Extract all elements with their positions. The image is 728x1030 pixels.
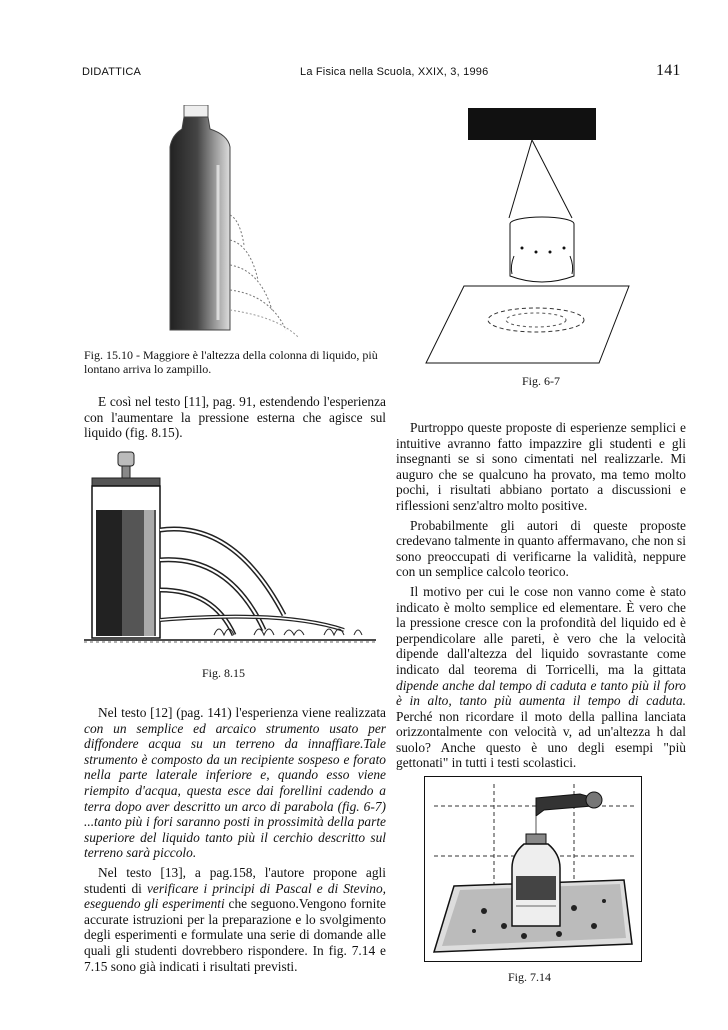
italic-run: con un semplice ed arcaico strumento usato per diffondere acqua su un terreno da innaffiare.Tale strumento è composto da un recipiente sospeso e forato nella parte laterale inferiore e, quando esso viene riempito d'acqua, questa esce dai forellini cadendo a terra dopo aver descritto un arco di parabola (fig. 6-7) ...tanto più i fori saranno posti in prossimità della parte superiore del liquido tanto più il cerchio descritto sul terreno sarà piccolo. [84, 720, 386, 861]
text-run: che seguono.Vengono fornite accurate istruzioni per la preparazione e lo svolgimento degli esperimenti e formulate una serie di domande alle quali gli studenti dovrebbero rispondere. In fig. 7.14 e 7.15 sono già indicati i risultati previsti. [84, 896, 386, 974]
figure-caption-6-7: Fig. 6-7 [522, 374, 561, 388]
paragraph [84, 705, 386, 861]
paragraph: E così nel testo [11], pag. 91, estendendo l'esperienza con l'aumentare la pressione esterna che agisce sul liquido (fig. 8.15). [84, 394, 386, 441]
text-run: Il motivo per cui le cose non vanno come è stato indicato è molto semplice ed elementare. È vero che la pressione cresce con la profondità del liquido ed è perpendicolare alle pareti, è vero che la velocità dipende dall'altezza del liquido sovrastante come indicato dal teorema di Torricelli, ma la gittata [396, 583, 686, 677]
italic-run: verificare i principi di Pascal e di Stevino, eseguendo gli esperimenti [84, 880, 386, 912]
figure-bottle-tray [424, 776, 642, 962]
right-column [396, 420, 686, 771]
figure-pressurised-container [84, 450, 384, 655]
left-column-upper [84, 394, 386, 441]
running-head-journal: La Fisica nella Scuola, XXIX, 3, 1996 [300, 66, 489, 78]
figure-caption-8-15: Fig. 8.15 [202, 666, 246, 680]
paragraph: Purtroppo queste proposte di esperienze semplici e intuitive avranno fatto impazzire gli studenti e gli insegnanti se si sono cimentati nel realizzarle. Mi auguro che se qualcuno ha provato, ma temo molto pochi, i risultati abbiano portato a discussioni e riflessioni senz'altro molto positive. [396, 420, 686, 513]
text-run: Perché non ricordare il moto della pallina lanciata orizzontalmente con velocità v, ad un'altezza h dal suolo? Anche questo è uno degli esempi "più gettonati" in tutti i testi scolastici. [396, 708, 686, 771]
text-run: Nel testo [13], a pag.158, l'autore propone agli studenti di [84, 864, 386, 896]
figure-caption-15-10: Fig. 15.10 - Maggiore è l'altezza della colonna di liquido, più lontano arriva lo zampillo. [84, 348, 378, 376]
figure-bottle-jets [160, 105, 310, 340]
figure-caption-7-14: Fig. 7.14 [508, 970, 552, 984]
paragraph: Probabilmente gli autori di queste proposte credevano talmente in quanto affermavano, che non si sono preoccupati di verificarne la validità, neppure con un semplice calcolo teorico. [396, 517, 686, 580]
page-number: 141 [656, 62, 681, 79]
paragraph [396, 584, 686, 771]
paragraph [84, 865, 386, 974]
text-run: Nel testo [12] (pag. 141) l'esperienza viene realizzata [98, 705, 386, 720]
running-head-section: DIDATTICA [82, 66, 142, 78]
left-column-lower [84, 705, 386, 974]
figure-hanging-container [424, 108, 634, 368]
italic-run: dipende anche dal tempo di caduta e tanto più il foro è in alto, tanto più aumenta il tempo di caduta. [396, 677, 686, 709]
